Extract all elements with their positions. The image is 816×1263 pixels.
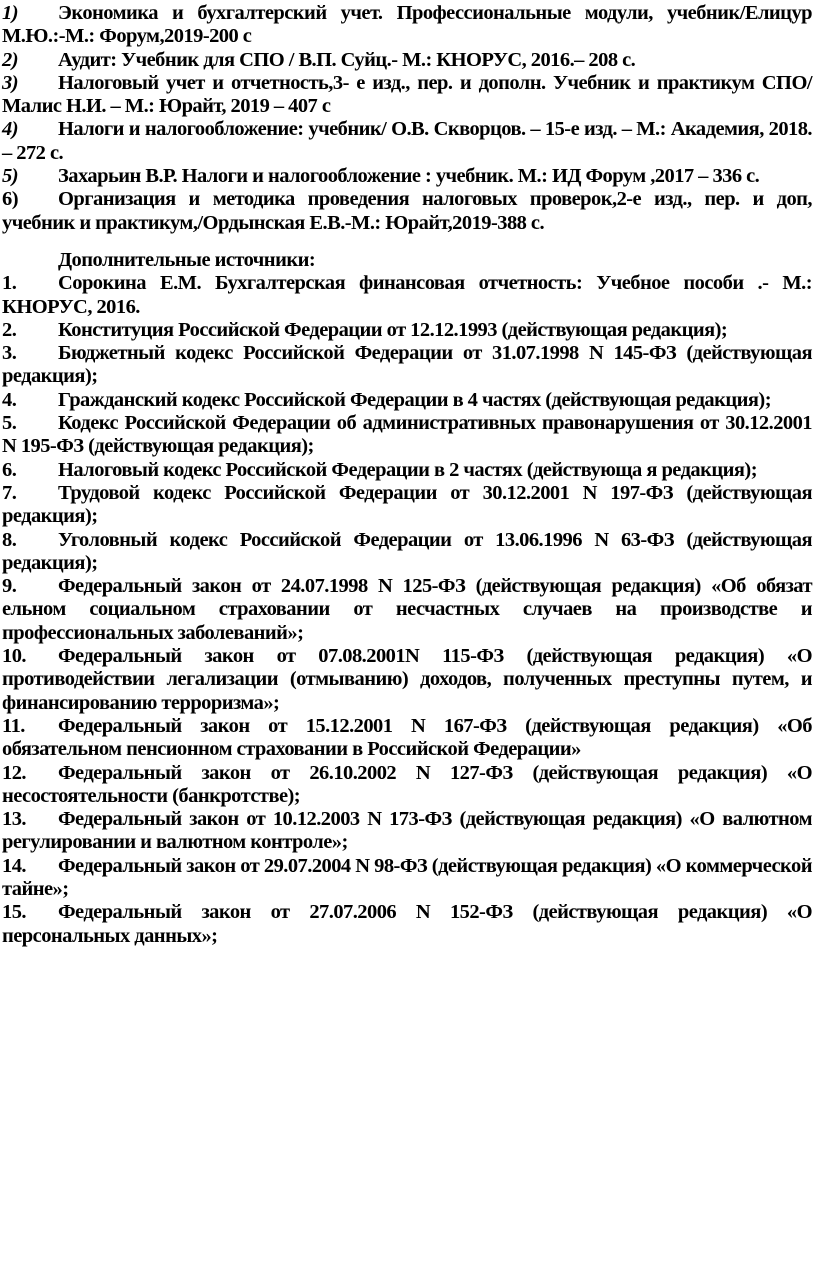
item-number: 6) — [2, 188, 18, 211]
item-text: Уголовный кодекс Российской Федерации от 13.06.1996 N 63-ФЗ (действующая редакция); — [2, 528, 812, 574]
item-text: Федеральный закон от 15.12.2001 N 167-ФЗ (действующая редакция) «Об обязательном пенсионном страховании в Российской Федерации» — [2, 714, 812, 761]
list-item — [2, 272, 812, 319]
list-item — [2, 389, 812, 412]
item-text: Захарьин В.Р. Налоги и налогообложение : учебник. М.: ИД Форум ,2017 – 336 с. — [58, 165, 760, 188]
additional-sources-list — [2, 272, 812, 948]
list-item — [2, 118, 812, 165]
item-number: 10. — [2, 645, 26, 668]
item-text: Федеральный закон от 07.08.2001N 115-ФЗ (действующая редакция) «О противодействии легализации (отмыванию) доходов, полученных преступны путем, и финансированию терроризма»; — [2, 645, 812, 714]
list-item — [2, 762, 812, 809]
item-number: 8. — [2, 528, 17, 551]
list-item — [2, 49, 812, 72]
item-number: 11. — [2, 714, 25, 737]
list-item — [2, 412, 812, 459]
item-text: Сорокина Е.М. Бухгалтерская финансовая отчетность: Учебное пособи .- М.: КНОРУС, 2016. — [2, 272, 812, 318]
item-number: 2) — [2, 48, 18, 71]
item-number: 4) — [2, 118, 18, 141]
item-number: 7. — [2, 481, 17, 504]
item-text: Федеральный закон от 29.07.2004 N 98-ФЗ (действующая редакция) «О коммерческой тайне»; — [2, 854, 812, 900]
section-heading: Дополнительные источники: — [58, 248, 316, 271]
item-number: 15. — [2, 901, 26, 924]
item-number: 3) — [2, 71, 18, 94]
list-item — [2, 645, 812, 715]
list-item — [2, 808, 812, 855]
item-text: Федеральный закон от 27.07.2006 N 152-ФЗ (действующая редакция) «О персональных данных»; — [2, 901, 812, 947]
item-text: Бюджетный кодекс Российской Федерации от 31.07.1998 N 145-ФЗ (действующая редакция); — [2, 342, 812, 388]
list-item — [2, 342, 812, 389]
item-text: Федеральный закон от 24.07.1998 N 125-ФЗ (действующая редакция) «Об обязат ельном социальном страховании от несчастных случаев на производстве и профессиональных заболеваний»; — [2, 575, 812, 644]
item-text: Федеральный закон от 10.12.2003 N 173-ФЗ (действующая редакция) «О валютном регулировании и валютном контроле»; — [2, 808, 812, 854]
item-number: 13. — [2, 808, 26, 831]
list-item — [2, 72, 812, 119]
list-item — [2, 459, 812, 482]
item-number: 14. — [2, 854, 26, 877]
list-item — [2, 901, 812, 948]
item-number: 5. — [2, 412, 17, 435]
item-number: 9. — [2, 575, 17, 598]
list-item — [2, 855, 812, 902]
item-text: Трудовой кодекс Российской Федерации от 30.12.2001 N 197-ФЗ (действующая редакция); — [2, 481, 812, 528]
item-text: Налоговый учет и отчетность,3- е изд., пер. и дополн. Учебник и практикум СПО/ Малис Н.И. – М.: Юрайт, 2019 – 407 с — [2, 71, 812, 118]
item-text: Федеральный закон от 26.10.2002 N 127-ФЗ (действующая редакция) «О несостоятельности (банкротстве); — [2, 761, 812, 807]
item-number: 12. — [2, 761, 26, 784]
item-number: 5) — [2, 165, 18, 188]
list-item — [2, 165, 812, 188]
list-item — [2, 482, 812, 529]
item-text: Гражданский кодекс Российской Федерации в 4 частях (действующая редакция); — [58, 388, 771, 411]
item-number: 1) — [2, 2, 18, 24]
item-text: Налоги и налогообложение: учебник/ О.В. Скворцов. – 15-е изд. – М.: Академия, 2018. – 272 с. — [2, 118, 812, 164]
item-text: Налоговый кодекс Российской Федерации в 2 частях (действующа я редакция); — [58, 458, 757, 481]
list-item — [2, 529, 812, 576]
item-text: Кодекс Российской Федерации об административных правонарушения от 30.12.2001 N 195-ФЗ (действующая редакция); — [2, 412, 812, 458]
item-number: 4. — [2, 388, 17, 411]
item-number: 2. — [2, 318, 17, 341]
item-text: Аудит: Учебник для СПО / В.П. Суйц.- М.: КНОРУС, 2016.– 208 с. — [58, 48, 636, 71]
item-text: Организация и методика проведения налоговых проверок,2-е изд., пер. и доп, учебник и практикум,/Ордынская Е.В.-М.: Юрайт,2019-388 с. — [2, 188, 812, 234]
main-sources-list — [2, 2, 812, 235]
item-number: 3. — [2, 342, 17, 365]
item-number: 6. — [2, 458, 17, 481]
list-item — [2, 2, 812, 49]
list-item — [2, 575, 812, 645]
list-item — [2, 188, 812, 235]
list-item — [2, 319, 812, 342]
list-item — [2, 715, 812, 762]
item-number: 1. — [2, 272, 17, 295]
item-text: Конституция Российской Федерации от 12.12.1993 (действующая редакция); — [58, 318, 728, 341]
item-text: Экономика и бухгалтерский учет. Профессиональные модули, учебник/Елицур М.Ю.:-М.: Форум,2019-200 с — [2, 2, 812, 48]
